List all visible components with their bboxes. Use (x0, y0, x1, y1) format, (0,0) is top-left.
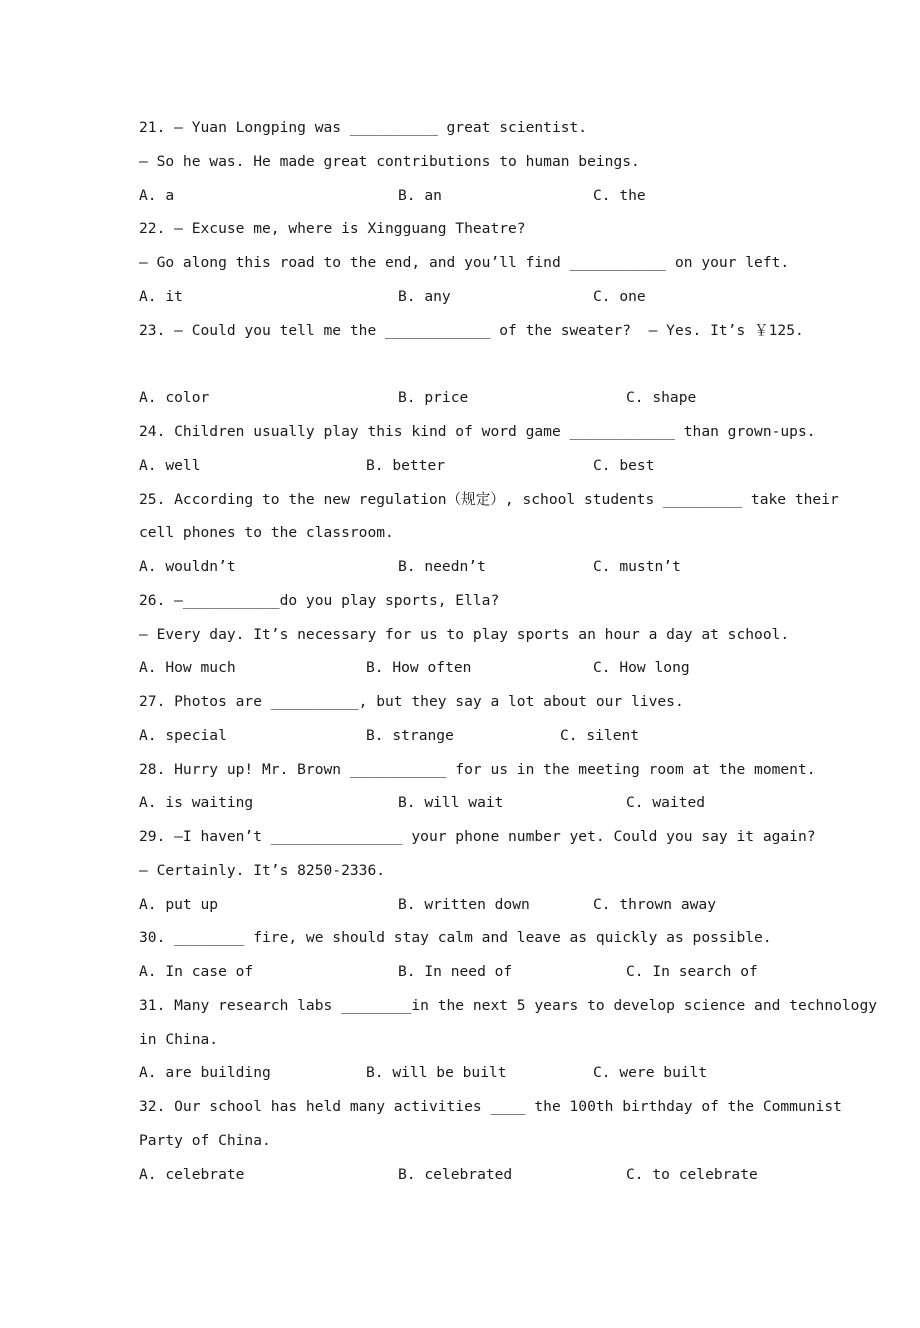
question-24-stem: 24. Children usually play this kind of word game ____________ than grown-ups. (139, 423, 816, 440)
option-c: C. waited (626, 794, 706, 811)
question-26-stem: 26. —___________do you play sports, Ella? (139, 592, 500, 609)
option-a: A. color (139, 389, 210, 406)
option-b: B. price (398, 389, 469, 406)
question-25-options (139, 550, 819, 584)
option-c: C. How long (593, 659, 690, 676)
option-a: A. put up (139, 896, 219, 913)
option-c: C. to celebrate (626, 1166, 758, 1183)
question-23-stem: 23. — Could you tell me the ____________ of the sweater? — Yes. It’s ￥125. (139, 322, 804, 339)
option-b: B. In need of (398, 963, 513, 980)
option-a: A. wouldn’t (139, 558, 236, 575)
question-29-reply: — Certainly. It’s 8250-2336. (139, 862, 386, 879)
question-25-stem-cont: cell phones to the classroom. (139, 524, 394, 541)
question-26-reply: — Every day. It’s necessary for us to play sports an hour a day at school. (139, 626, 790, 643)
option-a: A. are building (139, 1064, 271, 1081)
option-a: A. special (139, 727, 227, 744)
question-32-stem-cont: Party of China. (139, 1132, 271, 1149)
question-29-stem: 29. —I haven’t _______________ your phone number yet. Could you say it again? (139, 828, 816, 845)
question-31-stem-cont: in China. (139, 1031, 219, 1048)
question-26-options (139, 651, 819, 685)
question-27-stem: 27. Photos are __________, but they say a lot about our lives. (139, 693, 684, 710)
question-21-options (139, 179, 819, 213)
question-22-options (139, 280, 819, 314)
option-a: A. well (139, 457, 201, 474)
question-28-options (139, 786, 819, 820)
option-b: B. better (366, 457, 446, 474)
question-24-options (139, 449, 819, 483)
option-b: B. any (398, 288, 451, 305)
question-31-options (139, 1056, 819, 1090)
question-22-stem: 22. — Excuse me, where is Xingguang Theatre? (139, 220, 526, 237)
option-a: A. it (139, 288, 183, 305)
option-c: C. mustn’t (593, 558, 681, 575)
question-32-stem: 32. Our school has held many activities ____ the 100th birthday of the Communist (139, 1098, 842, 1115)
question-28-stem: 28. Hurry up! Mr. Brown ___________ for us in the meeting room at the moment. (139, 761, 816, 778)
option-c: C. the (593, 187, 646, 204)
option-c: C. one (593, 288, 646, 305)
question-23-options (139, 381, 819, 415)
option-a: A. a (139, 187, 175, 204)
option-c: C. thrown away (593, 896, 717, 913)
option-c: C. best (593, 457, 655, 474)
option-b: B. celebrated (398, 1166, 513, 1183)
question-30-stem: 30. ________ fire, we should stay calm and leave as quickly as possible. (139, 929, 772, 946)
option-b: B. written down (398, 896, 530, 913)
question-27-options (139, 719, 819, 753)
option-c: C. were built (593, 1064, 708, 1081)
option-b: B. an (398, 187, 442, 204)
option-b: B. will wait (398, 794, 504, 811)
option-a: A. celebrate (139, 1166, 245, 1183)
option-b: B. strange (366, 727, 454, 744)
option-b: B. will be built (366, 1064, 507, 1081)
question-21-reply: — So he was. He made great contributions to human beings. (139, 153, 640, 170)
option-c: C. shape (626, 389, 697, 406)
question-32-options (139, 1158, 819, 1192)
question-30-options (139, 955, 819, 989)
option-b: B. needn’t (398, 558, 486, 575)
question-29-options (139, 888, 819, 922)
question-31-stem: 31. Many research labs ________in the next 5 years to develop science and technology (139, 997, 878, 1014)
question-21-stem: 21. — Yuan Longping was __________ great scientist. (139, 119, 588, 136)
question-25-stem: 25. According to the new regulation（规定）, school students _________ take their (139, 491, 839, 508)
option-b: B. How often (366, 659, 472, 676)
option-a: A. In case of (139, 963, 254, 980)
option-c: C. In search of (626, 963, 758, 980)
option-c: C. silent (560, 727, 640, 744)
question-22-reply: — Go along this road to the end, and you’ll find ___________ on your left. (139, 254, 790, 271)
option-a: A. How much (139, 659, 236, 676)
option-a: A. is waiting (139, 794, 254, 811)
